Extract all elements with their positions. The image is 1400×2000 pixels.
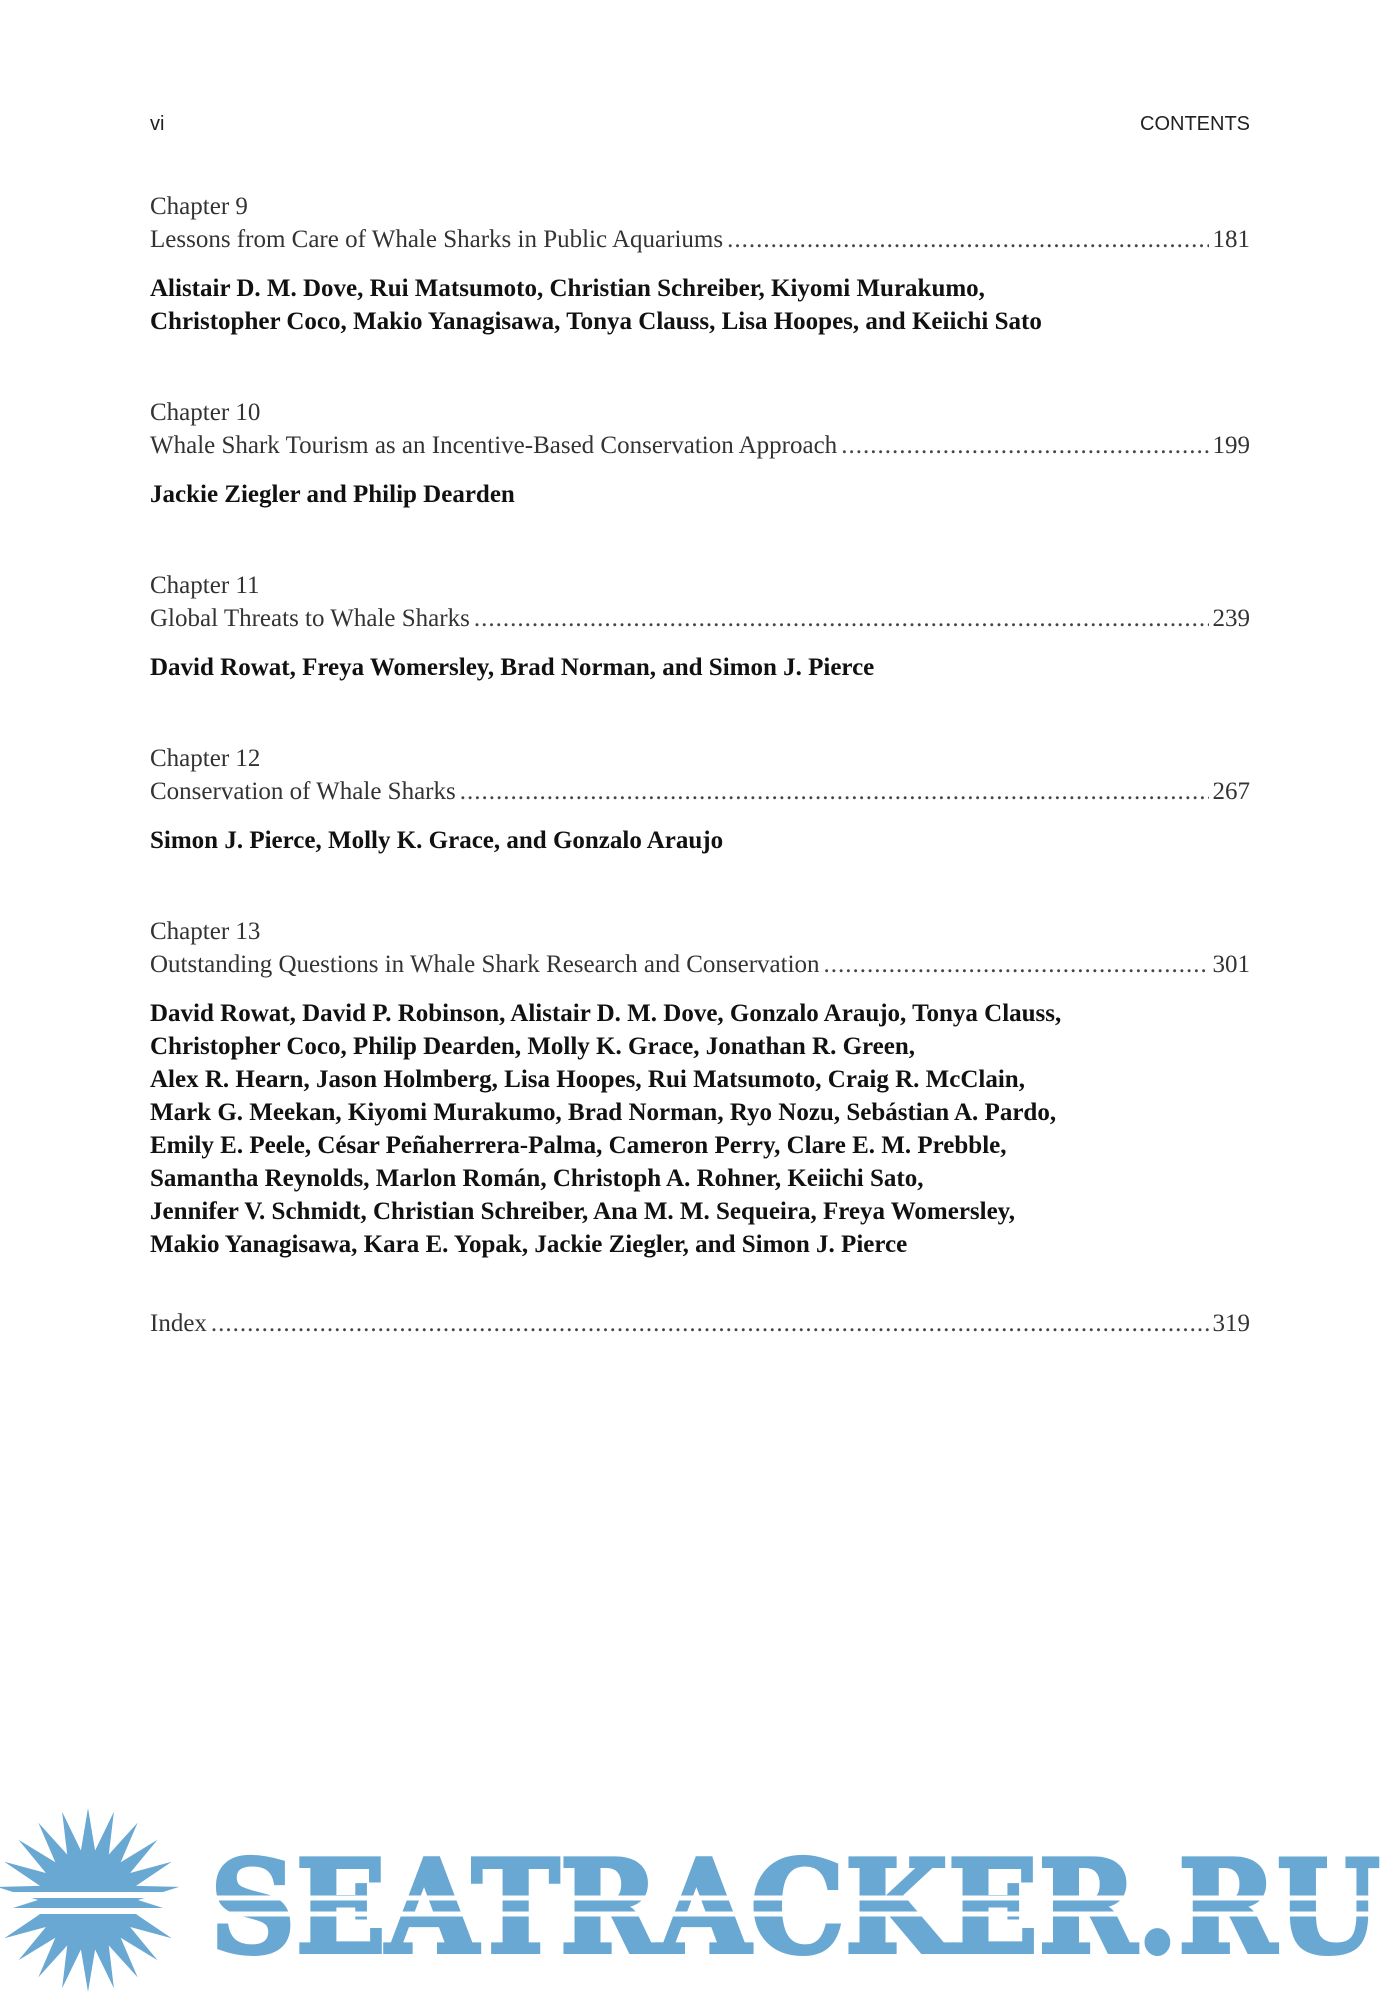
toc-entry-chapter-11 [150,569,1250,684]
chapter-authors [150,824,1250,857]
dot-leader [474,602,1209,635]
author-line: Jackie Ziegler and Philip Dearden [150,481,515,508]
chapter-authors [150,478,1250,511]
chapter-title[interactable]: Conservation of Whale Sharks [150,778,456,805]
watermark-text: SEATRACKER.RU [210,1833,1380,1983]
section-title: CONTENTS [1140,113,1250,135]
author-line: Christopher Coco, Philip Dearden, Molly K. Grace, Jonathan R. Green, [150,1033,916,1060]
running-head [150,113,1250,136]
toc-entry-chapter-12 [150,742,1250,857]
page-ref[interactable]: 267 [1212,778,1250,805]
dot-leader [211,1307,1209,1340]
page-ref[interactable]: 239 [1212,605,1250,632]
author-line: Jennifer V. Schmidt, Christian Schreiber, Ana M. M. Sequeira, Freya Womersley, [150,1198,1016,1225]
chapter-title[interactable]: Lessons from Care of Whale Sharks in Public Aquariums [150,226,724,253]
chapter-label: Chapter 12 [150,745,261,772]
dot-leader [824,948,1209,981]
author-line: Alistair D. M. Dove, Rui Matsumoto, Christian Schreiber, Kiyomi Murakumo, [150,275,985,302]
author-line: Makio Yanagisawa, Kara E. Yopak, Jackie Ziegler, and Simon J. Pierce [150,1231,908,1258]
chapter-authors [150,651,1250,684]
sun-icon [0,1808,200,1992]
chapter-authors [150,272,1250,338]
page-ref[interactable]: 181 [1212,226,1250,253]
toc-entry-chapter-13 [150,915,1250,1261]
chapter-label: Chapter 9 [150,193,248,220]
author-line: Mark G. Meekan, Kiyomi Murakumo, Brad Norman, Ryo Nozu, Sebástian A. Pardo, [150,1099,1057,1126]
table-of-contents [150,190,1250,1340]
toc-entry-chapter-9 [150,190,1250,338]
index-title[interactable]: Index [150,1310,207,1337]
chapter-title-row[interactable] [150,775,1250,808]
author-line: Christopher Coco, Makio Yanagisawa, Tonya Clauss, Lisa Hoopes, and Keiichi Sato [150,308,1042,335]
chapter-label: Chapter 10 [150,399,261,426]
page-number: vi [150,113,165,135]
watermark [0,1780,1400,2000]
dot-leader [727,223,1208,256]
author-line: Simon J. Pierce, Molly K. Grace, and Gonzalo Araujo [150,827,724,854]
page-ref[interactable]: 199 [1212,432,1250,459]
chapter-title-row[interactable] [150,602,1250,635]
chapter-label: Chapter 11 [150,572,260,599]
author-line: Alex R. Hearn, Jason Holmberg, Lisa Hoopes, Rui Matsumoto, Craig R. McClain, [150,1066,1025,1093]
dot-leader [841,429,1208,462]
chapter-title-row[interactable] [150,223,1250,256]
chapter-title-row[interactable] [150,948,1250,981]
chapter-title[interactable]: Outstanding Questions in Whale Shark Research and Conservation [150,951,820,978]
page-ref[interactable]: 301 [1212,951,1250,978]
chapter-title-row[interactable] [150,429,1250,462]
page-ref[interactable]: 319 [1212,1310,1250,1337]
toc-entry-chapter-10 [150,396,1250,511]
chapter-title[interactable]: Whale Shark Tourism as an Incentive-Based Conservation Approach [150,432,838,459]
chapter-title[interactable]: Global Threats to Whale Sharks [150,605,470,632]
toc-entry-index[interactable] [150,1307,1250,1340]
author-line: Samantha Reynolds, Marlon Román, Christoph A. Rohner, Keiichi Sato, [150,1165,924,1192]
author-line: David Rowat, David P. Robinson, Alistair D. M. Dove, Gonzalo Araujo, Tonya Clauss, [150,1000,1062,1027]
chapter-label: Chapter 13 [150,918,261,945]
dot-leader [460,775,1209,808]
author-line: David Rowat, Freya Womersley, Brad Norman, and Simon J. Pierce [150,654,875,681]
author-line: Emily E. Peele, César Peñaherrera-Palma, Cameron Perry, Clare E. M. Prebble, [150,1132,1007,1159]
chapter-authors [150,997,1250,1261]
